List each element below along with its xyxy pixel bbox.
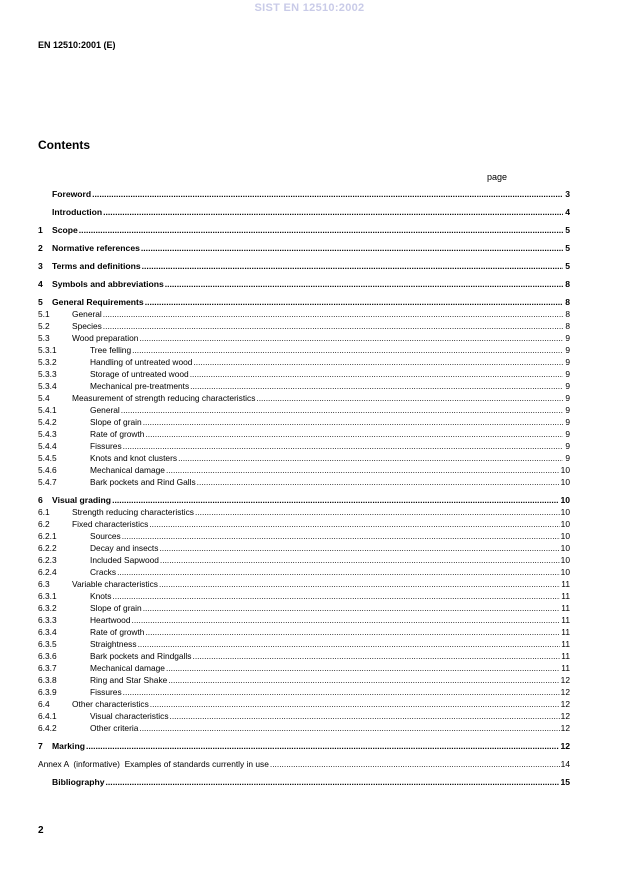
toc-entry-title: Mechanical damage [90,663,165,673]
toc-entry-title: Storage of untreated wood [90,369,189,379]
toc-entry[interactable] [38,392,570,404]
toc-leader-dots [168,674,559,686]
toc-entry-number: 5.4.5 [38,453,57,463]
toc-entry-page: 9 [565,453,570,463]
toc-entry-title: Decay and insects [90,543,159,553]
toc-entry-number: 5.4.7 [38,477,57,487]
toc-leader-dots [79,224,563,236]
toc-entry-page: 11 [561,615,570,625]
toc-entry-title: Visual grading [52,495,112,505]
toc-entry-number: 6.3 [38,579,50,589]
toc-entry[interactable] [38,590,570,602]
toc-leader-dots [143,602,561,614]
toc-entry-page: 9 [565,345,570,355]
toc-entry-title: Rate of growth [90,429,145,439]
toc-entry-page: 11 [561,603,570,613]
toc-entry[interactable] [38,662,570,674]
toc-entry[interactable] [38,464,570,476]
toc-entry[interactable] [38,494,570,506]
toc-entry-number: 1 [38,225,43,235]
toc-entry-page: 10 [560,543,570,553]
toc-entry-number: 6.2.3 [38,555,57,565]
toc-entry-page: 9 [565,429,570,439]
toc-entry-number: 7 [38,741,43,751]
toc-entry-page: 3 [565,189,570,199]
toc-entry-page: 10 [560,507,570,517]
toc-entry-title: Terms and definitions [52,261,141,271]
toc-entry-number: 5.2 [38,321,50,331]
toc-entry[interactable] [38,278,570,290]
toc-entry-page: 9 [565,333,570,343]
toc-entry-page: 8 [565,321,570,331]
toc-entry-title: Marking [52,741,85,751]
document-id: EN 12510:2001 (E) [38,40,116,50]
toc-entry-title: General [72,309,102,319]
toc-entry-title: Included Sapwood [90,555,159,565]
toc-entry-number: 6.2.1 [38,531,57,541]
toc-leader-dots [170,710,560,722]
toc-entry-title: Slope of grain [90,603,142,613]
toc-entry-page: 9 [565,393,570,403]
toc-entry-title: Mechanical pre-treatments [90,381,190,391]
toc-entry[interactable] [38,776,570,788]
toc-entry-title: Slope of grain [90,417,142,427]
toc-entry-page: 9 [565,417,570,427]
toc-leader-dots [165,278,563,290]
toc-entry-number: 6.3.1 [38,591,57,601]
toc-leader-dots [103,320,563,332]
toc-entry-number: 5.3.2 [38,357,57,367]
toc-leader-dots [166,464,560,476]
toc-entry-title: Measurement of strength reducing characteristics [72,393,256,403]
toc-entry-title: General Requirements [52,297,144,307]
toc-entry-title: Handling of untreated wood [90,357,193,367]
toc-leader-dots [92,188,563,200]
toc-entry[interactable] [38,698,570,710]
toc-entry[interactable] [38,404,570,416]
toc-entry-title: Other criteria [90,723,139,733]
toc-entry-page: 11 [561,663,570,673]
toc-leader-dots [195,506,560,518]
toc-entry-title: Introduction [52,207,103,217]
toc-leader-dots [145,626,560,638]
toc-entry[interactable] [38,440,570,452]
toc-entry[interactable] [38,452,570,464]
toc-leader-dots [122,530,560,542]
toc-entry-number: 6.3.2 [38,603,57,613]
toc-entry-number: 5.4.4 [38,441,57,451]
toc-leader-dots [193,650,561,662]
toc-entry-title: Straightness [90,639,137,649]
toc-entry[interactable] [38,650,570,662]
toc-entry-title: Heartwood [90,615,131,625]
toc-leader-dots [193,356,563,368]
toc-entry[interactable] [38,224,570,236]
toc-entry-title: Sources [90,531,121,541]
toc-entry-page: 10 [560,465,570,475]
toc-entry[interactable] [38,356,570,368]
toc-entry[interactable] [38,332,570,344]
toc-entry[interactable] [38,320,570,332]
toc-entry-number: 6.3.3 [38,615,57,625]
toc-entry-number: 5.4.3 [38,429,57,439]
toc-entry-page: 9 [565,441,570,451]
toc-entry-page: 12 [560,711,570,721]
toc-leader-dots [132,614,561,626]
toc-entry[interactable] [38,188,570,200]
toc-leader-dots [166,662,560,674]
toc-entry-number: 5.4.6 [38,465,57,475]
toc-entry[interactable] [38,554,570,566]
toc-entry-number: 6.4.2 [38,723,57,733]
toc-entry[interactable] [38,626,570,638]
annex-title: Examples of standards currently in use [124,759,269,769]
toc-entry[interactable] [38,638,570,650]
toc-leader-dots [86,740,559,752]
toc-entry[interactable] [38,476,570,488]
toc-entry-title: Foreword [52,189,92,199]
toc-leader-dots [141,242,563,254]
toc-entry-title: Ring and Star Shake [90,675,168,685]
toc-entry[interactable] [38,242,570,254]
toc-leader-dots [159,542,559,554]
toc-entry-title: Strength reducing characteristics [72,507,194,517]
toc-leader-dots [117,566,560,578]
toc-entry-title: Other characteristics [72,699,149,709]
toc-entry-number: 6.2.4 [38,567,57,577]
toc-entry[interactable] [38,518,570,530]
toc-leader-dots [270,758,560,770]
toc-entry-number: 6.3.8 [38,675,57,685]
toc-leader-dots [123,686,560,698]
toc-entry-page: 10 [560,567,570,577]
toc-leader-dots [139,332,563,344]
toc-entry-title: Wood preparation [72,333,139,343]
toc-entry-title: Bark pockets and Rind Galls [90,477,196,487]
toc-entry[interactable] [38,686,570,698]
toc-entry[interactable] [38,722,570,734]
toc-entry-number: 4 [38,279,43,289]
toc-entry-number: 3 [38,261,43,271]
toc-entry[interactable] [38,740,570,752]
toc-entry-page: 12 [560,687,570,697]
toc-leader-dots [149,518,559,530]
toc-leader-dots [103,206,563,218]
toc-entry-page: 10 [560,495,570,505]
toc-leader-dots [123,440,563,452]
toc-entry-title: Bibliography [52,777,105,787]
toc-entry-page: 12 [560,675,570,685]
toc-leader-dots [106,776,560,788]
toc-entry-title: Normative references [52,243,140,253]
toc-entry-number: 5.3 [38,333,50,343]
toc-entry-number: 5.3.1 [38,345,57,355]
toc-leader-dots [197,476,560,488]
toc-entry-number: 6 [38,495,43,505]
toc-entry-title: Cracks [90,567,117,577]
toc-entry-page: 10 [560,531,570,541]
toc-entry[interactable] [38,308,570,320]
toc-entry-page: 5 [565,225,570,235]
toc-entry-title: Scope [52,225,78,235]
toc-entry-title: Species [72,321,102,331]
toc-entry-number: 5.4.2 [38,417,57,427]
toc-entry[interactable] [38,260,570,272]
toc-entry[interactable] [38,530,570,542]
toc-entry[interactable] [38,542,570,554]
toc-entry-page: 10 [560,519,570,529]
annex-tag: (informative) [73,759,120,769]
toc-entry[interactable] [38,506,570,518]
toc-entry-number: 6.2.2 [38,543,57,553]
toc-leader-dots [139,722,559,734]
toc-leader-dots [190,380,563,392]
toc-entry-page: 11 [561,639,570,649]
toc-entry[interactable] [38,206,570,218]
toc-entry[interactable] [38,566,570,578]
toc-leader-dots [112,494,559,506]
toc-entry-title: Knots [90,591,112,601]
toc-entry-number: 6.1 [38,507,50,517]
toc-entry-number: 5.4 [38,393,50,403]
toc-entry-title: Mechanical damage [90,465,165,475]
watermark: SIST EN 12510:2002 [254,2,365,14]
toc-entry-page: 8 [565,297,570,307]
toc-entry-title: Knots and knot clusters [90,453,178,463]
toc-entry[interactable] [38,428,570,440]
toc-entry[interactable] [38,710,570,722]
toc-entry-page: 5 [565,261,570,271]
toc-entry[interactable] [38,614,570,626]
toc-entry-number: 6.3.9 [38,687,57,697]
toc-leader-dots [142,260,563,272]
toc-entry[interactable] [38,380,570,392]
toc-entry-title: Fixed characteristics [72,519,149,529]
toc-entry-number: 6.3.7 [38,663,57,673]
toc-leader-dots [145,428,563,440]
toc-leader-dots [138,638,561,650]
toc-entry-title: Visual characteristics [90,711,169,721]
toc-entry-page: 10 [560,477,570,487]
toc-entry-number: 5.4.1 [38,405,57,415]
toc-entry[interactable] [38,602,570,614]
toc-entry[interactable] [38,296,570,308]
toc-entry-number: 6.3.5 [38,639,57,649]
table-of-contents [38,188,570,788]
toc-entry[interactable] [38,344,570,356]
toc-entry-page: 9 [565,381,570,391]
toc-entry-title: Bark pockets and Rindgalls [90,651,192,661]
toc-entry-title [38,758,269,770]
toc-entry-page: 15 [560,777,570,787]
toc-entry-page: 12 [560,699,570,709]
toc-entry-page: 9 [565,357,570,367]
toc-entry-page: 8 [565,309,570,319]
toc-entry-page: 10 [560,555,570,565]
toc-entry-number: 6.2 [38,519,50,529]
toc-entry[interactable] [38,368,570,380]
toc-entry-number: 5.3.4 [38,381,57,391]
toc-entry[interactable] [38,758,570,770]
toc-entry-number: 5.3.3 [38,369,57,379]
toc-leader-dots [150,698,560,710]
toc-leader-dots [112,590,560,602]
footer-page-number: 2 [38,825,44,836]
toc-entry-page: 11 [561,627,570,637]
toc-entry-page: 8 [565,279,570,289]
toc-entry-page: 14 [560,759,570,769]
toc-leader-dots [121,404,563,416]
toc-leader-dots [103,308,563,320]
toc-entry-number: 2 [38,243,43,253]
page-column-label: page [487,172,508,182]
toc-leader-dots [190,368,563,380]
toc-entry-title: Fissures [90,687,122,697]
toc-entry-page: 11 [561,579,570,589]
toc-leader-dots [160,554,560,566]
toc-leader-dots [132,344,563,356]
toc-entry[interactable] [38,578,570,590]
toc-leader-dots [143,416,563,428]
toc-entry-page: 5 [565,243,570,253]
toc-leader-dots [256,392,563,404]
toc-entry-page: 9 [565,405,570,415]
toc-entry-number: 6.3.6 [38,651,57,661]
toc-entry-title: Fissures [90,441,122,451]
contents-heading: Contents [38,138,90,152]
toc-leader-dots [159,578,560,590]
toc-entry-page: 12 [560,741,570,751]
toc-entry-page: 12 [560,723,570,733]
toc-entry[interactable] [38,674,570,686]
toc-entry-page: 11 [561,591,570,601]
toc-entry-number: 6.4 [38,699,50,709]
toc-entry-page: 11 [561,651,570,661]
toc-entry-title: General [90,405,120,415]
toc-entry-page: 9 [565,369,570,379]
toc-entry-title: Rate of growth [90,627,145,637]
toc-leader-dots [145,296,563,308]
toc-entry-title: Variable characteristics [72,579,158,589]
toc-entry-number: 6.4.1 [38,711,57,721]
toc-entry-number: 5 [38,297,43,307]
toc-entry-page: 4 [565,207,570,217]
toc-entry[interactable] [38,416,570,428]
toc-entry-number: 6.3.4 [38,627,57,637]
toc-leader-dots [178,452,563,464]
toc-entry-title: Tree felling [90,345,132,355]
toc-entry-title: Symbols and abbreviations [52,279,164,289]
toc-entry-number: 5.1 [38,309,50,319]
annex-label: Annex A [38,759,69,769]
